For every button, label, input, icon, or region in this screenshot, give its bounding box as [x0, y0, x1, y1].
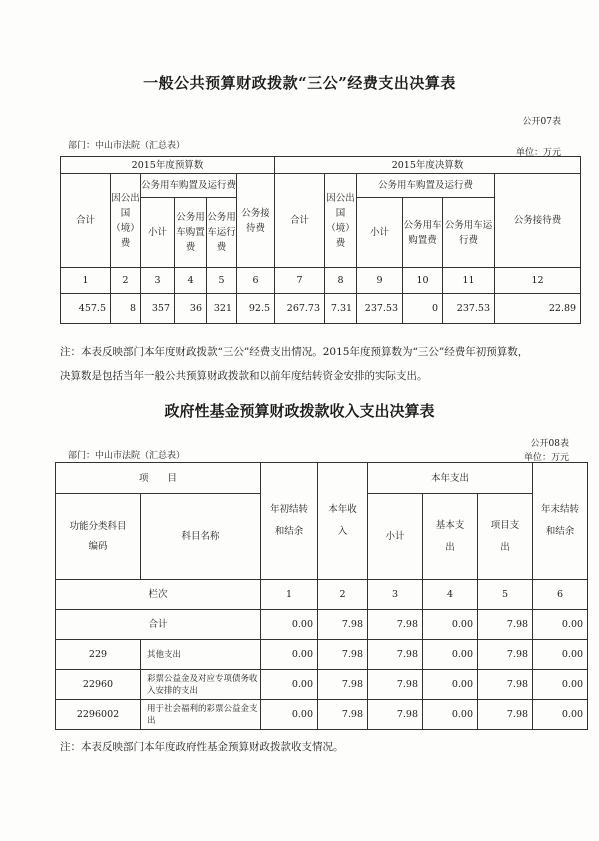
final-abroad-header: 因公出国（境）费 [325, 174, 357, 268]
annual-income-header: 本年收入 [318, 463, 368, 580]
value-cell: 0.00 [261, 610, 318, 640]
total-row [56, 610, 588, 640]
value-cell: 0.00 [261, 700, 318, 730]
col-num: 6 [237, 268, 275, 294]
table1-note-line2: 决算数是包括当年一般公共预算财政拨款和以前年度结转资金安排的实际支出。 [60, 370, 428, 382]
basic-expense-header: 基本支出 [423, 494, 478, 580]
budget-header: 2015年度预算数 [61, 157, 275, 174]
value-cell: 237.53 [443, 294, 495, 324]
value-cell: 0.00 [533, 700, 588, 730]
table-row [56, 640, 588, 670]
value-cell: 0.00 [423, 610, 478, 640]
value-cell: 237.53 [357, 294, 403, 324]
value-cell: 7.98 [478, 700, 533, 730]
budget-total-header: 合计 [61, 174, 111, 268]
opening-balance-header: 年初结转和结余 [261, 463, 318, 580]
row-label: 栏次 [56, 580, 261, 610]
final-header: 2015年度决算数 [275, 157, 581, 174]
col-num: 5 [207, 268, 237, 294]
row-name: 其他支出 [141, 640, 261, 670]
value-cell: 36 [175, 294, 207, 324]
three-public-expenses-table [60, 156, 581, 324]
column-number-row [56, 580, 588, 610]
col-num: 8 [325, 268, 357, 294]
table1-unit: 单位：万元 [515, 148, 561, 158]
table-row [56, 700, 588, 730]
value-cell: 357 [141, 294, 175, 324]
budget-run-header: 公务用车运行费 [207, 198, 237, 268]
final-purchase-header: 公务用车购置费 [403, 198, 443, 268]
value-cell: 0.00 [261, 670, 318, 700]
col-num: 11 [443, 268, 495, 294]
final-run-header: 公务用车运行费 [443, 198, 495, 268]
row-code: 229 [56, 640, 141, 670]
value-cell: 0.00 [533, 640, 588, 670]
function-code-header: 功能分类科目编码 [56, 494, 141, 580]
closing-balance-header: 年末结转和结余 [533, 463, 588, 580]
value-cell: 7.98 [318, 610, 368, 640]
value-cell: 7.98 [318, 640, 368, 670]
value-cell: 8 [111, 294, 141, 324]
expense-subtotal-header: 小计 [368, 494, 423, 580]
budget-abroad-header: 因公出国（境）费 [111, 174, 141, 268]
table1-note-line1: 注：本表反映部门本年度财政拨款“三公”经费支出情况。2015年度预算数为“三公”经费年初预算数， [60, 346, 529, 358]
col-num: 3 [368, 580, 423, 610]
final-reception-header: 公务接待费 [495, 174, 581, 268]
value-cell: 7.98 [368, 610, 423, 640]
value-cell: 457.5 [61, 294, 111, 324]
col-num: 5 [478, 580, 533, 610]
table1-dept: 部门：中山市法院（汇总表） [68, 141, 186, 151]
value-cell: 267.73 [275, 294, 325, 324]
table1-code: 公开07表 [522, 117, 561, 127]
budget-purchase-header: 公务用车购置费 [175, 198, 207, 268]
value-cell: 92.5 [237, 294, 275, 324]
value-cell: 7.98 [368, 700, 423, 730]
row-code: 22960 [56, 670, 141, 700]
column-number-row [61, 268, 581, 294]
government-fund-table [55, 462, 588, 730]
table2-note: 注：本表反映部门本年度政府性基金预算财政拨款收支情况。 [60, 741, 344, 753]
values-row [61, 294, 581, 324]
value-cell: 7.98 [318, 700, 368, 730]
col-num: 2 [111, 268, 141, 294]
col-num: 6 [533, 580, 588, 610]
col-num: 1 [61, 268, 111, 294]
table1-title: 一般公共预算财政拨款“三公”经费支出决算表 [143, 74, 456, 92]
table2-unit: 单位：万元 [523, 453, 569, 463]
col-num: 9 [357, 268, 403, 294]
table2-code: 公开08表 [530, 439, 569, 449]
row-code: 2296002 [56, 700, 141, 730]
final-total-header: 合计 [275, 174, 325, 268]
table2-dept: 部门：中山市法院（汇总表） [68, 451, 186, 461]
budget-reception-header: 公务接待费 [237, 174, 275, 268]
value-cell: 0.00 [261, 640, 318, 670]
value-cell: 7.98 [478, 640, 533, 670]
value-cell: 7.31 [325, 294, 357, 324]
col-num: 12 [495, 268, 581, 294]
table2-title: 政府性基金预算财政拨款收入支出决算表 [164, 402, 435, 420]
col-num: 10 [403, 268, 443, 294]
final-vehicle-header: 公务用车购置及运行费 [357, 174, 495, 198]
item-header: 项 目 [56, 463, 261, 494]
budget-subtotal-header: 小计 [141, 198, 175, 268]
col-num: 2 [318, 580, 368, 610]
value-cell: 0.00 [423, 700, 478, 730]
row-name: 彩票公益金及对应专项债务收入安排的支出 [141, 670, 261, 700]
row-name: 用于社会福利的彩票公益金支出 [141, 700, 261, 730]
total-label: 合计 [56, 610, 261, 640]
col-num: 7 [275, 268, 325, 294]
value-cell: 7.98 [368, 640, 423, 670]
value-cell: 7.98 [318, 670, 368, 700]
value-cell: 22.89 [495, 294, 581, 324]
col-num: 3 [141, 268, 175, 294]
value-cell: 7.98 [368, 670, 423, 700]
table-row [56, 670, 588, 700]
value-cell: 0.00 [423, 670, 478, 700]
value-cell: 321 [207, 294, 237, 324]
value-cell: 0.00 [423, 640, 478, 670]
value-cell: 0 [403, 294, 443, 324]
col-num: 4 [423, 580, 478, 610]
value-cell: 0.00 [533, 610, 588, 640]
annual-expense-header: 本年支出 [368, 463, 533, 494]
value-cell: 0.00 [533, 670, 588, 700]
budget-vehicle-header: 公务用车购置及运行费 [141, 174, 237, 198]
col-num: 1 [261, 580, 318, 610]
col-num: 4 [175, 268, 207, 294]
value-cell: 7.98 [478, 670, 533, 700]
final-subtotal-header: 小计 [357, 198, 403, 268]
subject-name-header: 科目名称 [141, 494, 261, 580]
value-cell: 7.98 [478, 610, 533, 640]
project-expense-header: 项目支出 [478, 494, 533, 580]
